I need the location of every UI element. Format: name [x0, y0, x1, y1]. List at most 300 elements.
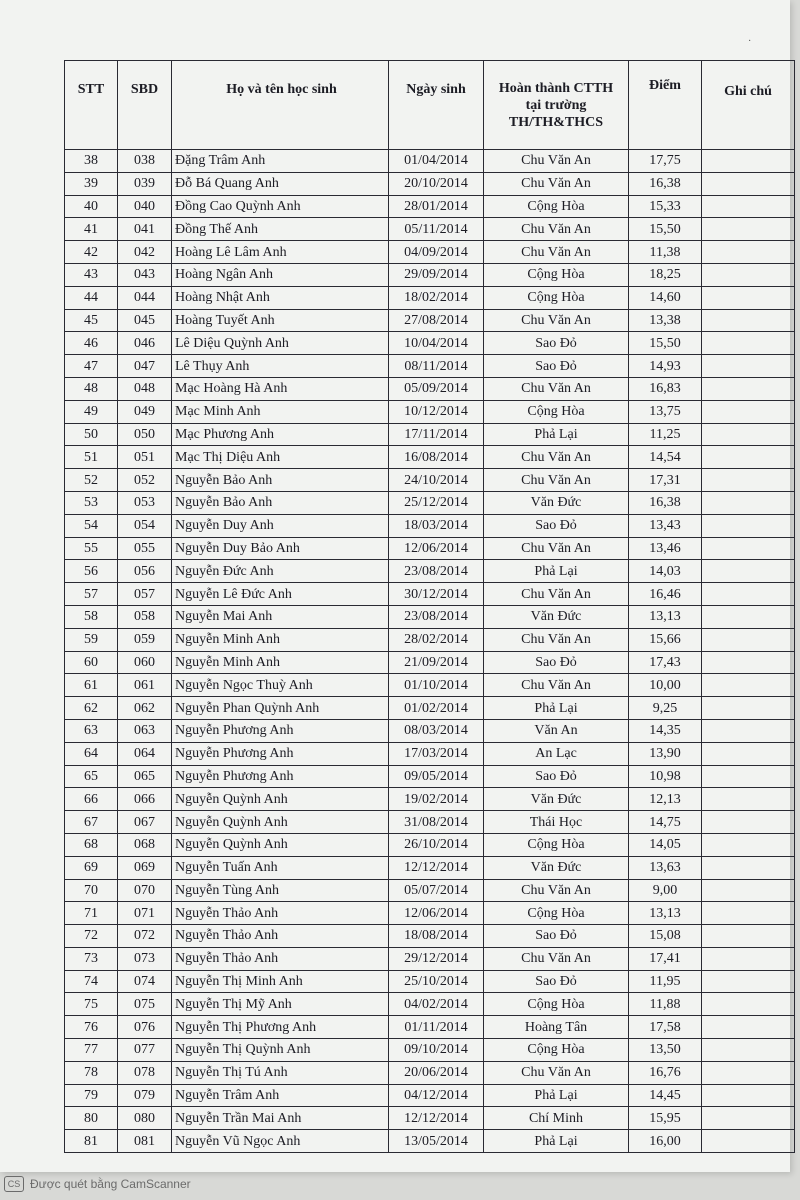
cell-sbd: 079 — [118, 1084, 172, 1107]
cell-stt: 62 — [65, 697, 118, 720]
cell-score: 13,43 — [629, 514, 702, 537]
table-row — [65, 742, 795, 765]
cell-student-name: Nguyễn Đức Anh — [172, 560, 389, 583]
cell-date-of-birth: 28/02/2014 — [389, 628, 484, 651]
table-row — [65, 833, 795, 856]
cell-stt: 43 — [65, 263, 118, 286]
cell-student-name: Nguyễn Thảo Anh — [172, 902, 389, 925]
cell-student-name: Nguyễn Tùng Anh — [172, 879, 389, 902]
cell-note — [702, 674, 795, 697]
cell-score: 14,54 — [629, 446, 702, 469]
table-row — [65, 947, 795, 970]
cell-student-name: Hoàng Tuyết Anh — [172, 309, 389, 332]
cell-student-name: Lê Thụy Anh — [172, 355, 389, 378]
cell-stt: 63 — [65, 719, 118, 742]
cell-date-of-birth: 23/08/2014 — [389, 605, 484, 628]
cell-date-of-birth: 29/09/2014 — [389, 263, 484, 286]
cell-date-of-birth: 01/04/2014 — [389, 150, 484, 173]
cell-sbd: 040 — [118, 195, 172, 218]
page-mark: · — [748, 36, 752, 47]
cell-date-of-birth: 25/12/2014 — [389, 491, 484, 514]
cell-note — [702, 195, 795, 218]
cell-school: Cộng Hòa — [484, 400, 629, 423]
cell-student-name: Mạc Minh Anh — [172, 400, 389, 423]
cell-student-name: Hoàng Lê Lâm Anh — [172, 241, 389, 264]
cell-school: Văn Đức — [484, 491, 629, 514]
table-row — [65, 697, 795, 720]
cell-score: 17,41 — [629, 947, 702, 970]
cell-date-of-birth: 10/12/2014 — [389, 400, 484, 423]
cell-sbd: 059 — [118, 628, 172, 651]
cell-stt: 69 — [65, 856, 118, 879]
cell-student-name: Nguyễn Trâm Anh — [172, 1084, 389, 1107]
cell-school: Sao Đỏ — [484, 332, 629, 355]
table-row — [65, 286, 795, 309]
cell-student-name: Nguyễn Lê Đức Anh — [172, 583, 389, 606]
table-row — [65, 446, 795, 469]
cell-school: Sao Đỏ — [484, 355, 629, 378]
cell-student-name: Nguyễn Quỳnh Anh — [172, 833, 389, 856]
cell-score: 14,45 — [629, 1084, 702, 1107]
cell-school: Chu Văn An — [484, 879, 629, 902]
cell-date-of-birth: 24/10/2014 — [389, 469, 484, 492]
cell-student-name: Nguyễn Thị Tú Anh — [172, 1061, 389, 1084]
table-row — [65, 902, 795, 925]
table-row — [65, 856, 795, 879]
cell-student-name: Nguyễn Phương Anh — [172, 742, 389, 765]
cell-score: 13,90 — [629, 742, 702, 765]
cell-note — [702, 172, 795, 195]
cell-student-name: Nguyễn Thị Minh Anh — [172, 970, 389, 993]
cell-sbd: 042 — [118, 241, 172, 264]
cell-score: 18,25 — [629, 263, 702, 286]
table-row — [65, 788, 795, 811]
header-dob: Ngày sinh — [389, 61, 484, 150]
table-row — [65, 1016, 795, 1039]
cell-student-name: Nguyễn Thảo Anh — [172, 947, 389, 970]
cell-stt: 54 — [65, 514, 118, 537]
cell-date-of-birth: 04/02/2014 — [389, 993, 484, 1016]
cell-note — [702, 400, 795, 423]
cell-school: Cộng Hòa — [484, 1039, 629, 1062]
cell-note — [702, 218, 795, 241]
cell-school: Sao Đỏ — [484, 651, 629, 674]
cell-date-of-birth: 01/02/2014 — [389, 697, 484, 720]
cell-student-name: Nguyễn Bảo Anh — [172, 491, 389, 514]
cell-note — [702, 697, 795, 720]
cell-student-name: Nguyễn Thị Mỹ Anh — [172, 993, 389, 1016]
cell-note — [702, 1084, 795, 1107]
table-row — [65, 1061, 795, 1084]
cell-school: Chu Văn An — [484, 674, 629, 697]
table-row — [65, 993, 795, 1016]
table-row — [65, 332, 795, 355]
cell-school: Hoàng Tân — [484, 1016, 629, 1039]
table-row — [65, 400, 795, 423]
cell-score: 14,93 — [629, 355, 702, 378]
cell-date-of-birth: 12/12/2014 — [389, 856, 484, 879]
cell-stt: 68 — [65, 833, 118, 856]
cell-score: 14,35 — [629, 719, 702, 742]
cell-note — [702, 811, 795, 834]
cell-score: 17,75 — [629, 150, 702, 173]
table-row — [65, 150, 795, 173]
header-school-line2: tại trường — [525, 97, 587, 113]
cell-score: 16,46 — [629, 583, 702, 606]
table-row — [65, 514, 795, 537]
cell-sbd: 080 — [118, 1107, 172, 1130]
cell-sbd: 054 — [118, 514, 172, 537]
scanner-footer — [4, 1176, 191, 1192]
cell-note — [702, 1061, 795, 1084]
header-score: Điểm — [629, 61, 702, 150]
cell-date-of-birth: 18/08/2014 — [389, 925, 484, 948]
cell-sbd: 046 — [118, 332, 172, 355]
cell-student-name: Nguyễn Thảo Anh — [172, 925, 389, 948]
cell-date-of-birth: 26/10/2014 — [389, 833, 484, 856]
cell-sbd: 044 — [118, 286, 172, 309]
cell-student-name: Đồng Thế Anh — [172, 218, 389, 241]
cell-sbd: 045 — [118, 309, 172, 332]
cell-note — [702, 355, 795, 378]
cell-school: Chu Văn An — [484, 628, 629, 651]
cell-stt: 81 — [65, 1130, 118, 1153]
cell-date-of-birth: 17/03/2014 — [389, 742, 484, 765]
cell-note — [702, 560, 795, 583]
cell-student-name: Nguyễn Minh Anh — [172, 651, 389, 674]
cell-school: Cộng Hòa — [484, 286, 629, 309]
cell-stt: 71 — [65, 902, 118, 925]
cell-stt: 59 — [65, 628, 118, 651]
cell-school: Chu Văn An — [484, 377, 629, 400]
cell-date-of-birth: 31/08/2014 — [389, 811, 484, 834]
cell-school: Thái Học — [484, 811, 629, 834]
cell-score: 11,38 — [629, 241, 702, 264]
table-row — [65, 925, 795, 948]
cell-date-of-birth: 17/11/2014 — [389, 423, 484, 446]
cell-sbd: 067 — [118, 811, 172, 834]
cell-sbd: 038 — [118, 150, 172, 173]
cell-date-of-birth: 12/06/2014 — [389, 902, 484, 925]
cell-stt: 60 — [65, 651, 118, 674]
cell-school: Sao Đỏ — [484, 925, 629, 948]
table-row — [65, 560, 795, 583]
table-row — [65, 172, 795, 195]
cell-score: 16,83 — [629, 377, 702, 400]
cell-sbd: 041 — [118, 218, 172, 241]
cell-sbd: 075 — [118, 993, 172, 1016]
cell-stt: 40 — [65, 195, 118, 218]
cell-school: Phả Lại — [484, 697, 629, 720]
header-note: Ghi chú — [702, 61, 795, 150]
cell-note — [702, 469, 795, 492]
cell-note — [702, 537, 795, 560]
cell-stt: 48 — [65, 377, 118, 400]
cell-student-name: Mạc Hoàng Hà Anh — [172, 377, 389, 400]
cell-date-of-birth: 13/05/2014 — [389, 1130, 484, 1153]
cell-student-name: Đỗ Bá Quang Anh — [172, 172, 389, 195]
cell-school: Sao Đỏ — [484, 970, 629, 993]
cell-stt: 66 — [65, 788, 118, 811]
cell-school: An Lạc — [484, 742, 629, 765]
cell-sbd: 060 — [118, 651, 172, 674]
cell-date-of-birth: 27/08/2014 — [389, 309, 484, 332]
cell-stt: 80 — [65, 1107, 118, 1130]
cell-sbd: 065 — [118, 765, 172, 788]
cell-student-name: Mạc Phương Anh — [172, 423, 389, 446]
cell-student-name: Nguyễn Phương Anh — [172, 765, 389, 788]
cell-score: 12,13 — [629, 788, 702, 811]
cell-date-of-birth: 01/10/2014 — [389, 674, 484, 697]
cell-sbd: 052 — [118, 469, 172, 492]
cell-student-name: Hoàng Nhật Anh — [172, 286, 389, 309]
table-row — [65, 241, 795, 264]
cell-stt: 75 — [65, 993, 118, 1016]
cell-school: Văn Đức — [484, 605, 629, 628]
table-row — [65, 970, 795, 993]
table-row — [65, 218, 795, 241]
cell-date-of-birth: 09/10/2014 — [389, 1039, 484, 1062]
cell-date-of-birth: 25/10/2014 — [389, 970, 484, 993]
cell-date-of-birth: 04/09/2014 — [389, 241, 484, 264]
cell-note — [702, 1039, 795, 1062]
cell-school: Sao Đỏ — [484, 765, 629, 788]
cell-score: 13,13 — [629, 605, 702, 628]
cell-note — [702, 583, 795, 606]
cell-student-name: Nguyễn Ngọc Thuỳ Anh — [172, 674, 389, 697]
header-school-line1: Hoàn thành CTTH — [498, 80, 614, 96]
cell-school: Chu Văn An — [484, 947, 629, 970]
cell-sbd: 039 — [118, 172, 172, 195]
cell-student-name: Đồng Cao Quỳnh Anh — [172, 195, 389, 218]
cell-school: Chu Văn An — [484, 309, 629, 332]
cell-date-of-birth: 10/04/2014 — [389, 332, 484, 355]
table-row — [65, 491, 795, 514]
cell-student-name: Nguyễn Tuấn Anh — [172, 856, 389, 879]
table-row — [65, 811, 795, 834]
cell-student-name: Nguyễn Quỳnh Anh — [172, 811, 389, 834]
cell-school: Chu Văn An — [484, 469, 629, 492]
cell-stt: 79 — [65, 1084, 118, 1107]
cell-stt: 50 — [65, 423, 118, 446]
cell-sbd: 061 — [118, 674, 172, 697]
cell-stt: 39 — [65, 172, 118, 195]
cell-stt: 51 — [65, 446, 118, 469]
cell-score: 15,33 — [629, 195, 702, 218]
cell-date-of-birth: 08/11/2014 — [389, 355, 484, 378]
table-row — [65, 1130, 795, 1153]
cell-student-name: Nguyễn Duy Anh — [172, 514, 389, 537]
cell-date-of-birth: 28/01/2014 — [389, 195, 484, 218]
cell-score: 9,25 — [629, 697, 702, 720]
cell-score: 13,75 — [629, 400, 702, 423]
cell-school: Chu Văn An — [484, 150, 629, 173]
cell-date-of-birth: 04/12/2014 — [389, 1084, 484, 1107]
table-row — [65, 765, 795, 788]
cell-sbd: 063 — [118, 719, 172, 742]
cell-date-of-birth: 05/11/2014 — [389, 218, 484, 241]
cell-sbd: 051 — [118, 446, 172, 469]
cell-stt: 58 — [65, 605, 118, 628]
cell-date-of-birth: 16/08/2014 — [389, 446, 484, 469]
cell-school: Chu Văn An — [484, 446, 629, 469]
table-row — [65, 263, 795, 286]
cell-score: 16,38 — [629, 491, 702, 514]
cell-date-of-birth: 08/03/2014 — [389, 719, 484, 742]
cell-stt: 64 — [65, 742, 118, 765]
cell-student-name: Nguyễn Vũ Ngọc Anh — [172, 1130, 389, 1153]
cell-stt: 41 — [65, 218, 118, 241]
cell-school: Chu Văn An — [484, 172, 629, 195]
table-row — [65, 1039, 795, 1062]
cell-date-of-birth: 21/09/2014 — [389, 651, 484, 674]
cell-sbd: 066 — [118, 788, 172, 811]
cell-stt: 76 — [65, 1016, 118, 1039]
cell-score: 13,50 — [629, 1039, 702, 1062]
cell-stt: 52 — [65, 469, 118, 492]
cell-score: 16,76 — [629, 1061, 702, 1084]
cell-date-of-birth: 18/02/2014 — [389, 286, 484, 309]
cell-student-name: Mạc Thị Diệu Anh — [172, 446, 389, 469]
cell-student-name: Nguyễn Trần Mai Anh — [172, 1107, 389, 1130]
cell-student-name: Nguyễn Phan Quỳnh Anh — [172, 697, 389, 720]
cell-note — [702, 742, 795, 765]
cell-student-name: Hoàng Ngân Anh — [172, 263, 389, 286]
cell-score: 11,88 — [629, 993, 702, 1016]
cell-school: Phả Lại — [484, 1084, 629, 1107]
cell-note — [702, 856, 795, 879]
cell-score: 16,00 — [629, 1130, 702, 1153]
cell-stt: 67 — [65, 811, 118, 834]
cell-note — [702, 651, 795, 674]
cell-date-of-birth: 05/07/2014 — [389, 879, 484, 902]
cell-school: Chu Văn An — [484, 583, 629, 606]
cell-stt: 65 — [65, 765, 118, 788]
cell-score: 15,66 — [629, 628, 702, 651]
cell-school: Chu Văn An — [484, 241, 629, 264]
cell-note — [702, 150, 795, 173]
cell-student-name: Nguyễn Duy Bảo Anh — [172, 537, 389, 560]
cell-school: Chí Minh — [484, 1107, 629, 1130]
table-row — [65, 628, 795, 651]
cell-sbd: 056 — [118, 560, 172, 583]
cell-stt: 74 — [65, 970, 118, 993]
cell-stt: 78 — [65, 1061, 118, 1084]
cell-note — [702, 902, 795, 925]
cell-sbd: 077 — [118, 1039, 172, 1062]
cell-score: 14,05 — [629, 833, 702, 856]
cell-note — [702, 1107, 795, 1130]
cell-score: 10,00 — [629, 674, 702, 697]
cell-score: 15,08 — [629, 925, 702, 948]
cell-date-of-birth: 18/03/2014 — [389, 514, 484, 537]
cell-stt: 47 — [65, 355, 118, 378]
cell-stt: 42 — [65, 241, 118, 264]
cell-sbd: 055 — [118, 537, 172, 560]
cell-stt: 73 — [65, 947, 118, 970]
cell-student-name: Lê Diệu Quỳnh Anh — [172, 332, 389, 355]
cell-note — [702, 241, 795, 264]
cell-score: 13,13 — [629, 902, 702, 925]
cell-score: 13,63 — [629, 856, 702, 879]
cell-school: Phả Lại — [484, 423, 629, 446]
cell-student-name: Nguyễn Thị Phương Anh — [172, 1016, 389, 1039]
cell-stt: 53 — [65, 491, 118, 514]
cell-school: Cộng Hòa — [484, 833, 629, 856]
header-stt: STT — [65, 61, 118, 150]
cell-note — [702, 765, 795, 788]
cell-note — [702, 605, 795, 628]
cell-sbd: 049 — [118, 400, 172, 423]
cell-score: 10,98 — [629, 765, 702, 788]
cell-stt: 61 — [65, 674, 118, 697]
cell-student-name: Nguyễn Bảo Anh — [172, 469, 389, 492]
header-sbd: SBD — [118, 61, 172, 150]
camscanner-logo-icon: CS — [4, 1176, 24, 1192]
student-scores-table — [64, 60, 795, 1153]
cell-sbd: 062 — [118, 697, 172, 720]
cell-note — [702, 377, 795, 400]
cell-note — [702, 514, 795, 537]
cell-student-name: Đặng Trâm Anh — [172, 150, 389, 173]
cell-note — [702, 719, 795, 742]
cell-date-of-birth: 29/12/2014 — [389, 947, 484, 970]
cell-school: Sao Đỏ — [484, 514, 629, 537]
cell-date-of-birth: 30/12/2014 — [389, 583, 484, 606]
cell-school: Cộng Hòa — [484, 263, 629, 286]
cell-score: 17,43 — [629, 651, 702, 674]
table-row — [65, 1107, 795, 1130]
table-row — [65, 879, 795, 902]
cell-note — [702, 423, 795, 446]
cell-sbd: 078 — [118, 1061, 172, 1084]
table-row — [65, 605, 795, 628]
table-row — [65, 719, 795, 742]
cell-student-name: Nguyễn Mai Anh — [172, 605, 389, 628]
cell-stt: 49 — [65, 400, 118, 423]
cell-school: Chu Văn An — [484, 218, 629, 241]
cell-score: 15,50 — [629, 218, 702, 241]
cell-note — [702, 332, 795, 355]
cell-date-of-birth: 20/06/2014 — [389, 1061, 484, 1084]
table-row — [65, 651, 795, 674]
cell-student-name: Nguyễn Thị Quỳnh Anh — [172, 1039, 389, 1062]
cell-stt: 44 — [65, 286, 118, 309]
cell-sbd: 058 — [118, 605, 172, 628]
table-row — [65, 469, 795, 492]
table-row — [65, 674, 795, 697]
cell-note — [702, 947, 795, 970]
cell-sbd: 069 — [118, 856, 172, 879]
cell-sbd: 081 — [118, 1130, 172, 1153]
cell-stt: 38 — [65, 150, 118, 173]
cell-stt: 46 — [65, 332, 118, 355]
cell-stt: 70 — [65, 879, 118, 902]
cell-score: 11,95 — [629, 970, 702, 993]
cell-sbd: 072 — [118, 925, 172, 948]
cell-note — [702, 925, 795, 948]
cell-score: 13,46 — [629, 537, 702, 560]
cell-score: 15,95 — [629, 1107, 702, 1130]
cell-sbd: 050 — [118, 423, 172, 446]
cell-sbd: 070 — [118, 879, 172, 902]
cell-score: 14,60 — [629, 286, 702, 309]
table-row — [65, 1084, 795, 1107]
cell-stt: 57 — [65, 583, 118, 606]
cell-student-name: Nguyễn Minh Anh — [172, 628, 389, 651]
cell-date-of-birth: 20/10/2014 — [389, 172, 484, 195]
cell-stt: 45 — [65, 309, 118, 332]
